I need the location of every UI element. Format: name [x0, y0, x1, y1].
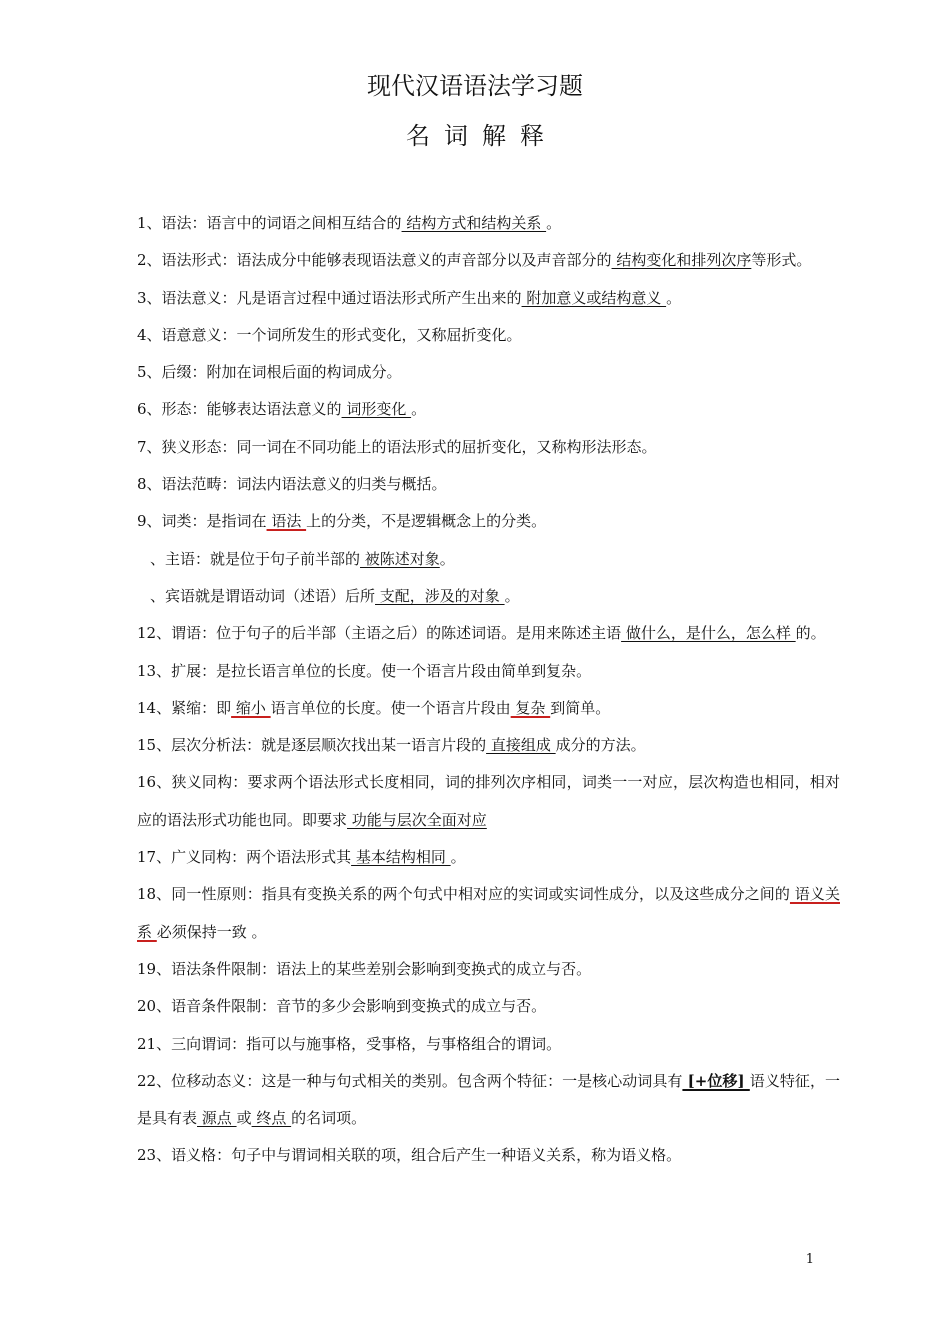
list-item: 1、语法：语言中的词语之间相互结合的 结构方式和结构关系 。 — [137, 214, 562, 232]
list-item: 16、狭义同构：要求两个语法形式长度相同，词的排列次序相同，词类一一对应，层次构造也相同，相对应的语法形式功能也同。即要求 功能与层次全面对应 — [137, 773, 840, 829]
list-item: 3、语法意义：凡是语言过程中通过语法形式所产生出来的 附加意义或结构意义 。 — [137, 288, 682, 307]
answer-underline: 基本结构相同 — [351, 848, 451, 867]
definitions-list — [137, 205, 840, 1175]
list-item: 21、三向谓词：指可以与施事格，受事格，与事格组合的谓词。 — [137, 1034, 562, 1053]
page-subtitle: 名词解释 — [406, 122, 558, 150]
list-item: 6、形态：能够表达语法意义的 词形变化 。 — [137, 400, 427, 419]
answer-underline: 直接组成 — [486, 736, 556, 755]
page-title: 现代汉语语法学习题 — [367, 72, 583, 100]
list-item: 7、狭义形态：同一词在不同功能上的语法形式的屈折变化，又称构形法形态。 — [137, 437, 657, 456]
list-item: 、主语：就是位于句子前半部的 被陈述对象。 — [150, 549, 455, 568]
answer-underline: 做什么，是什么，怎么样 — [621, 624, 796, 643]
list-item: 15、层次分析法：就是逐层顺次找出某一语言片段的 直接组成 成分的方法。 — [137, 736, 646, 755]
answer-underline: 被陈述对象 — [360, 549, 440, 568]
list-item: 14、紧缩：即 缩小 语言单位的长度。使一个语言片段由 复杂 到简单。 — [137, 698, 611, 717]
answer-underline: 附加意义或结构意义 — [521, 288, 667, 307]
answer-underline: 复杂 — [510, 698, 551, 717]
list-item: 5、后缀：附加在词根后面的构词成分。 — [137, 363, 402, 382]
list-item: 12、谓语：位于句子的后半部（主语之后）的陈述词语。是用来陈述主语 做什么，是什么，怎么样 的。 — [137, 624, 826, 643]
list-item: 17、广义同构：两个语法形式其 基本结构相同 。 — [137, 848, 466, 867]
answer-underline: 功能与层次全面对应 — [347, 810, 487, 829]
answer-underline: 结构方式和结构关系 — [401, 214, 547, 232]
list-item: 18、同一性原则：指具有变换关系的两个句式中相对应的实词或实词性成分，以及这些成分之间的 语义关系 必须保持一致 。 — [137, 885, 840, 941]
answer-underline: 缩小 — [231, 698, 271, 717]
list-item: 8、语法范畴：词法内语法意义的归类与概括。 — [137, 475, 447, 494]
answer-underline: [+位移] — [682, 1071, 750, 1090]
list-item: 、宾语就是谓语动词（述语）后所 支配，涉及的对象 。 — [150, 586, 520, 605]
answer-underline: 支配，涉及的对象 — [375, 586, 505, 605]
list-item: 23、语义格：句子中与谓词相关联的项，组合后产生一种语义关系，称为语义格。 — [137, 1146, 682, 1165]
answer-underline: 源点 — [197, 1109, 237, 1128]
answer-underline: 终点 — [251, 1109, 292, 1128]
answer-underline: 词形变化 — [341, 400, 412, 419]
list-item: 9、词类：是指词在 语法 上的分类，不是逻辑概念上的分类。 — [137, 512, 547, 531]
answer-underline: 语义关系 — [137, 885, 840, 941]
list-item: 20、语音条件限制：音节的多少会影响到变换式的成立与否。 — [137, 997, 547, 1016]
list-item: 4、语意意义：一个词所发生的形式变化，又称屈折变化。 — [137, 325, 522, 344]
list-item: 22、位移动态义：这是一种与句式相关的类别。包含两个特征：一是核心动词具有 [+位移] 语义特征，一是具有表 源点 或 终点 的名词项。 — [137, 1071, 840, 1128]
list-item: 19、语法条件限制：语法上的某些差别会影响到变换式的成立与否。 — [137, 959, 592, 978]
answer-underline: 结构变化和排列次序 — [611, 251, 752, 270]
list-item: 2、语法形式：语法成分中能够表现语法意义的声音部分以及声音部分的 结构变化和排列次序等形式。 — [137, 251, 812, 270]
answer-underline: 语法 — [266, 512, 307, 531]
page-number: 1 — [805, 1252, 814, 1267]
list-item: 13、扩展：是拉长语言单位的长度。使一个语言片段由简单到复杂。 — [137, 661, 592, 680]
